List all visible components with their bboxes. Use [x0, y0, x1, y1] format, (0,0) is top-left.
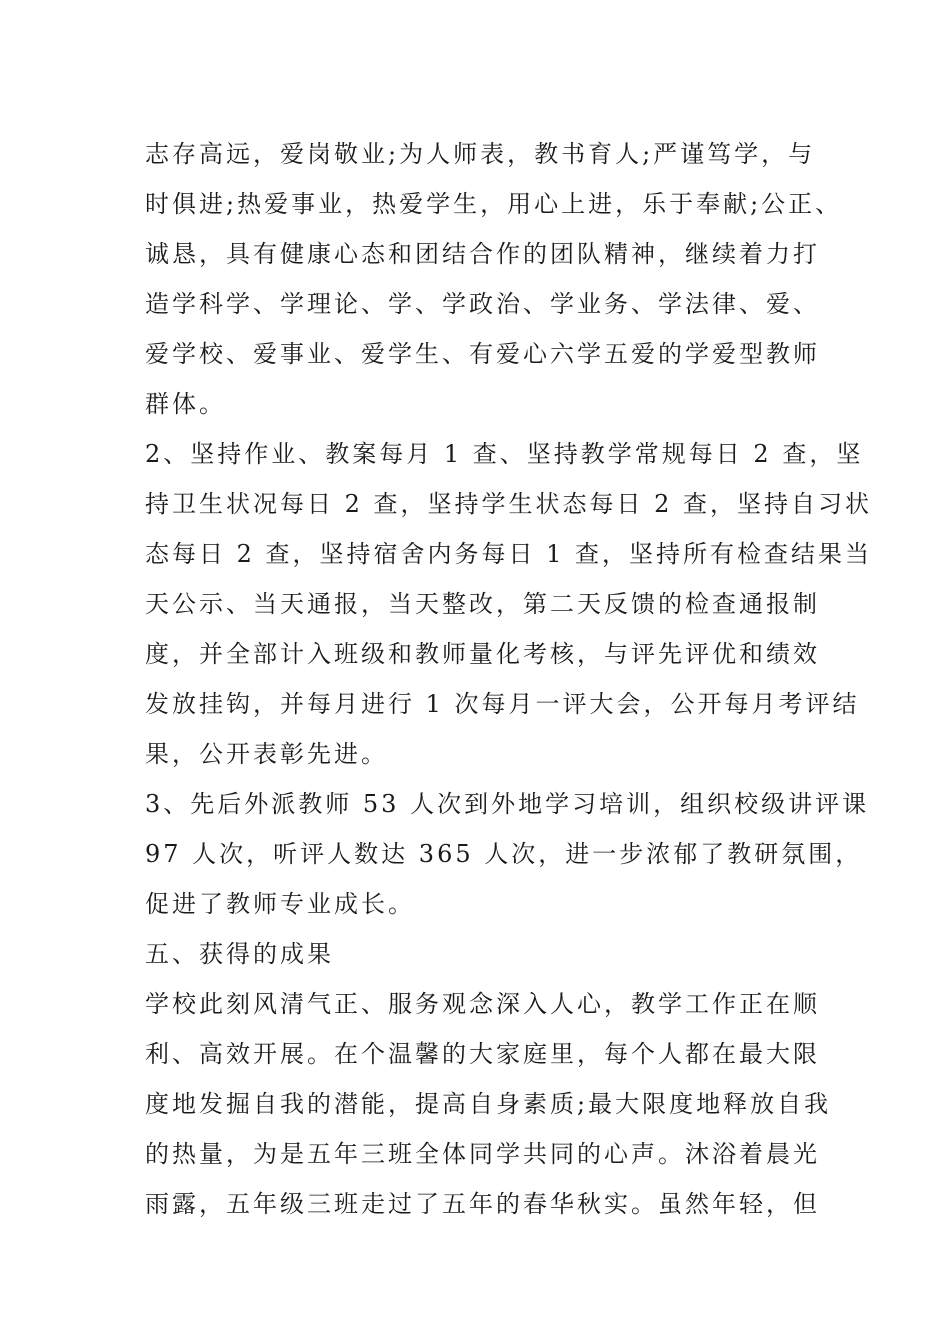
text-line: 持卫生状况每日 2 查，坚持学生状态每日 2 查，坚持自习状 [145, 490, 873, 518]
text-line: 雨露，五年级三班走过了五年的春华秋实。虽然年轻，但 [145, 1190, 820, 1218]
text-line: 学校此刻风清气正、服务观念深入人心，教学工作正在顺 [145, 990, 820, 1018]
text-line: 造学科学、学理论、学、学政治、学业务、学法律、爱、 [145, 290, 820, 318]
text-line: 志存高远，爱岗敬业;为人师表，教书育人;严谨笃学，与 [145, 140, 816, 168]
text-line: 群体。 [145, 390, 226, 418]
text-line: 促进了教师专业成长。 [145, 890, 415, 918]
text-line: 诚恳，具有健康心态和团结合作的团队精神，继续着力打 [145, 240, 820, 268]
text-line: 的热量，为是五年三班全体同学共同的心声。沐浴着晨光 [145, 1140, 820, 1168]
text-line: 果，公开表彰先进。 [145, 740, 388, 768]
text-line: 度地发掘自我的潜能，提高自身素质;最大限度地释放自我 [145, 1090, 832, 1118]
text-line: 度，并全部计入班级和教师量化考核，与评先评优和绩效 [145, 640, 820, 668]
text-line: 3、先后外派教师 53 人次到外地学习培训，组织校级讲评课 [145, 790, 870, 818]
text-line: 2、坚持作业、教案每月 1 查、坚持教学常规每日 2 查，坚 [145, 440, 864, 468]
text-line: 爱学校、爱事业、爱学生、有爱心六学五爱的学爱型教师 [145, 340, 820, 368]
text-line: 天公示、当天通报，当天整改，第二天反馈的检查通报制 [145, 590, 820, 618]
section-heading: 五、获得的成果 [145, 940, 334, 968]
text-line: 态每日 2 查，坚持宿舍内务每日 1 查，坚持所有检查结果当 [145, 540, 873, 568]
document-body [145, 129, 873, 1229]
text-line: 97 人次，听评人数达 365 人次，进一步浓郁了教研氛围， [145, 840, 863, 868]
text-line: 发放挂钩，并每月进行 1 次每月一评大会，公开每月考评结 [145, 690, 860, 718]
text-line: 利、高效开展。在个温馨的大家庭里，每个人都在最大限 [145, 1040, 820, 1068]
text-line: 时俱进;热爱事业，热爱学生，用心上进，乐于奉献;公正、 [145, 190, 843, 218]
